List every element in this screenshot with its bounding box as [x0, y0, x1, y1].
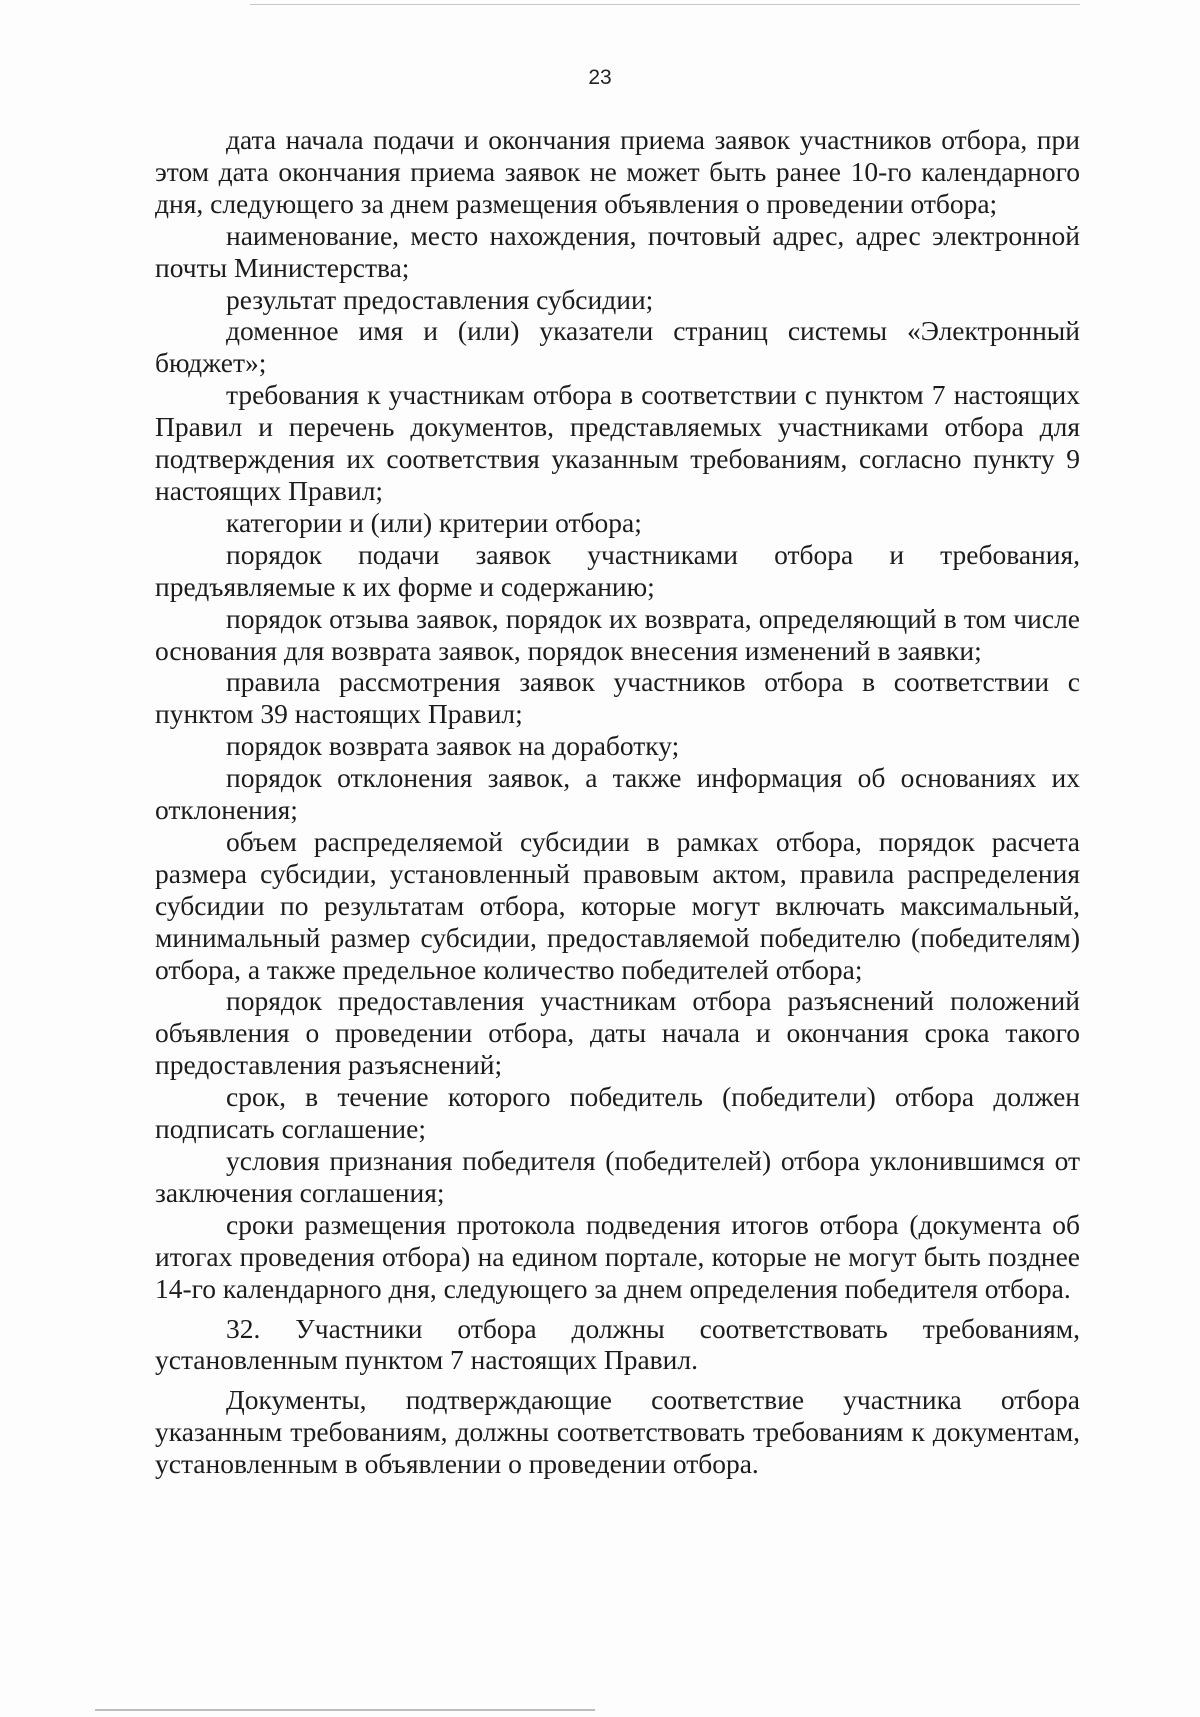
paragraph-subsidy-volume: объем распределяемой субсидии в рамках отбора, порядок расчета размера субсидии, установленный правовым актом, правила распределения субсидии по результатам отбора, которые могут включать максимальный, минимальный размер субсидии, предоставляемой победителю (победителям) отбора, а также предельное количество победителей отбора; [155, 825, 1080, 985]
page-number: 23 [588, 66, 612, 89]
paragraph-signing-deadline: срок, в течение которого победитель (победители) отбора должен подписать соглашение; [155, 1081, 1080, 1145]
paragraph-evasion-conditions: условия признания победителя (победителей) отбора уклонившимся от заключения соглашения; [155, 1145, 1080, 1208]
paragraph-clarifications: порядок предоставления участникам отбора разъяснений положений объявления о проведении отбора, даты начала и окончания срока такого предоставления разъяснений; [155, 985, 1080, 1081]
paragraph-submission-dates: дата начала подачи и окончания приема заявок участников отбора, при этом дата окончания приема заявок не может быть ранее 10-го календарного дня, следующего за днем размещения объявления о проведении отбора; [155, 124, 1080, 219]
paragraph-protocol-deadline: сроки размещения протокола подведения итогов отбора (документа об итогах проведения отбора) на едином портале, которые не могут быть позднее 14-го календарного дня, следующего за днем определения победителя отбора. [155, 1208, 1080, 1304]
paragraph-ministry-contacts: наименование, место нахождения, почтовый адрес, адрес электронной почты Министерства; [155, 219, 1080, 283]
paragraph-domain-name: доменное имя и (или) указатели страниц системы «Электронный бюджет»; [155, 315, 1080, 379]
paragraph-supporting-documents: Документы, подтверждающие соответствие участника отбора указанным требованиям, должны соответствовать требованиям к документам, установленным в объявлении о проведении отбора. [155, 1384, 1080, 1480]
paragraph-selection-criteria: категории и (или) критерии отбора; [226, 506, 642, 538]
paragraph-subsidy-result: результат предоставления субсидии; [226, 283, 654, 315]
paragraph-rejection-procedure: порядок отклонения заявок, а также информация об основаниях их отклонения; [155, 762, 1080, 826]
paragraph-withdrawal-procedure: порядок отзыва заявок, порядок их возврата, определяющий в том числе основания для возврата заявок, порядок внесения изменений в заявки; [155, 602, 1080, 666]
scan-edge-bottom [95, 1709, 595, 1711]
paragraph-clause-32: 32. Участники отбора должны соответствовать требованиям, установленным пунктом 7 настоящих Правил. [155, 1312, 1080, 1376]
paragraph-submission-procedure: порядок подачи заявок участниками отбора и требования, предъявляемые к их форме и содержанию; [155, 538, 1080, 602]
scan-edge-top [250, 4, 1080, 5]
paragraph-participant-requirements: требования к участникам отбора в соответствии с пунктом 7 настоящих Правил и перечень документов, представляемых участниками отбора для подтверждения их соответствия указанным требованиям, согласно пункту 9 настоящих Правил; [155, 379, 1080, 506]
document-body [155, 124, 1080, 1480]
paragraph-review-rules: правила рассмотрения заявок участников отбора в соответствии с пунктом 39 настоящих Правил; [155, 666, 1080, 730]
paragraph-return-for-revision: порядок возврата заявок на доработку; [226, 730, 680, 762]
